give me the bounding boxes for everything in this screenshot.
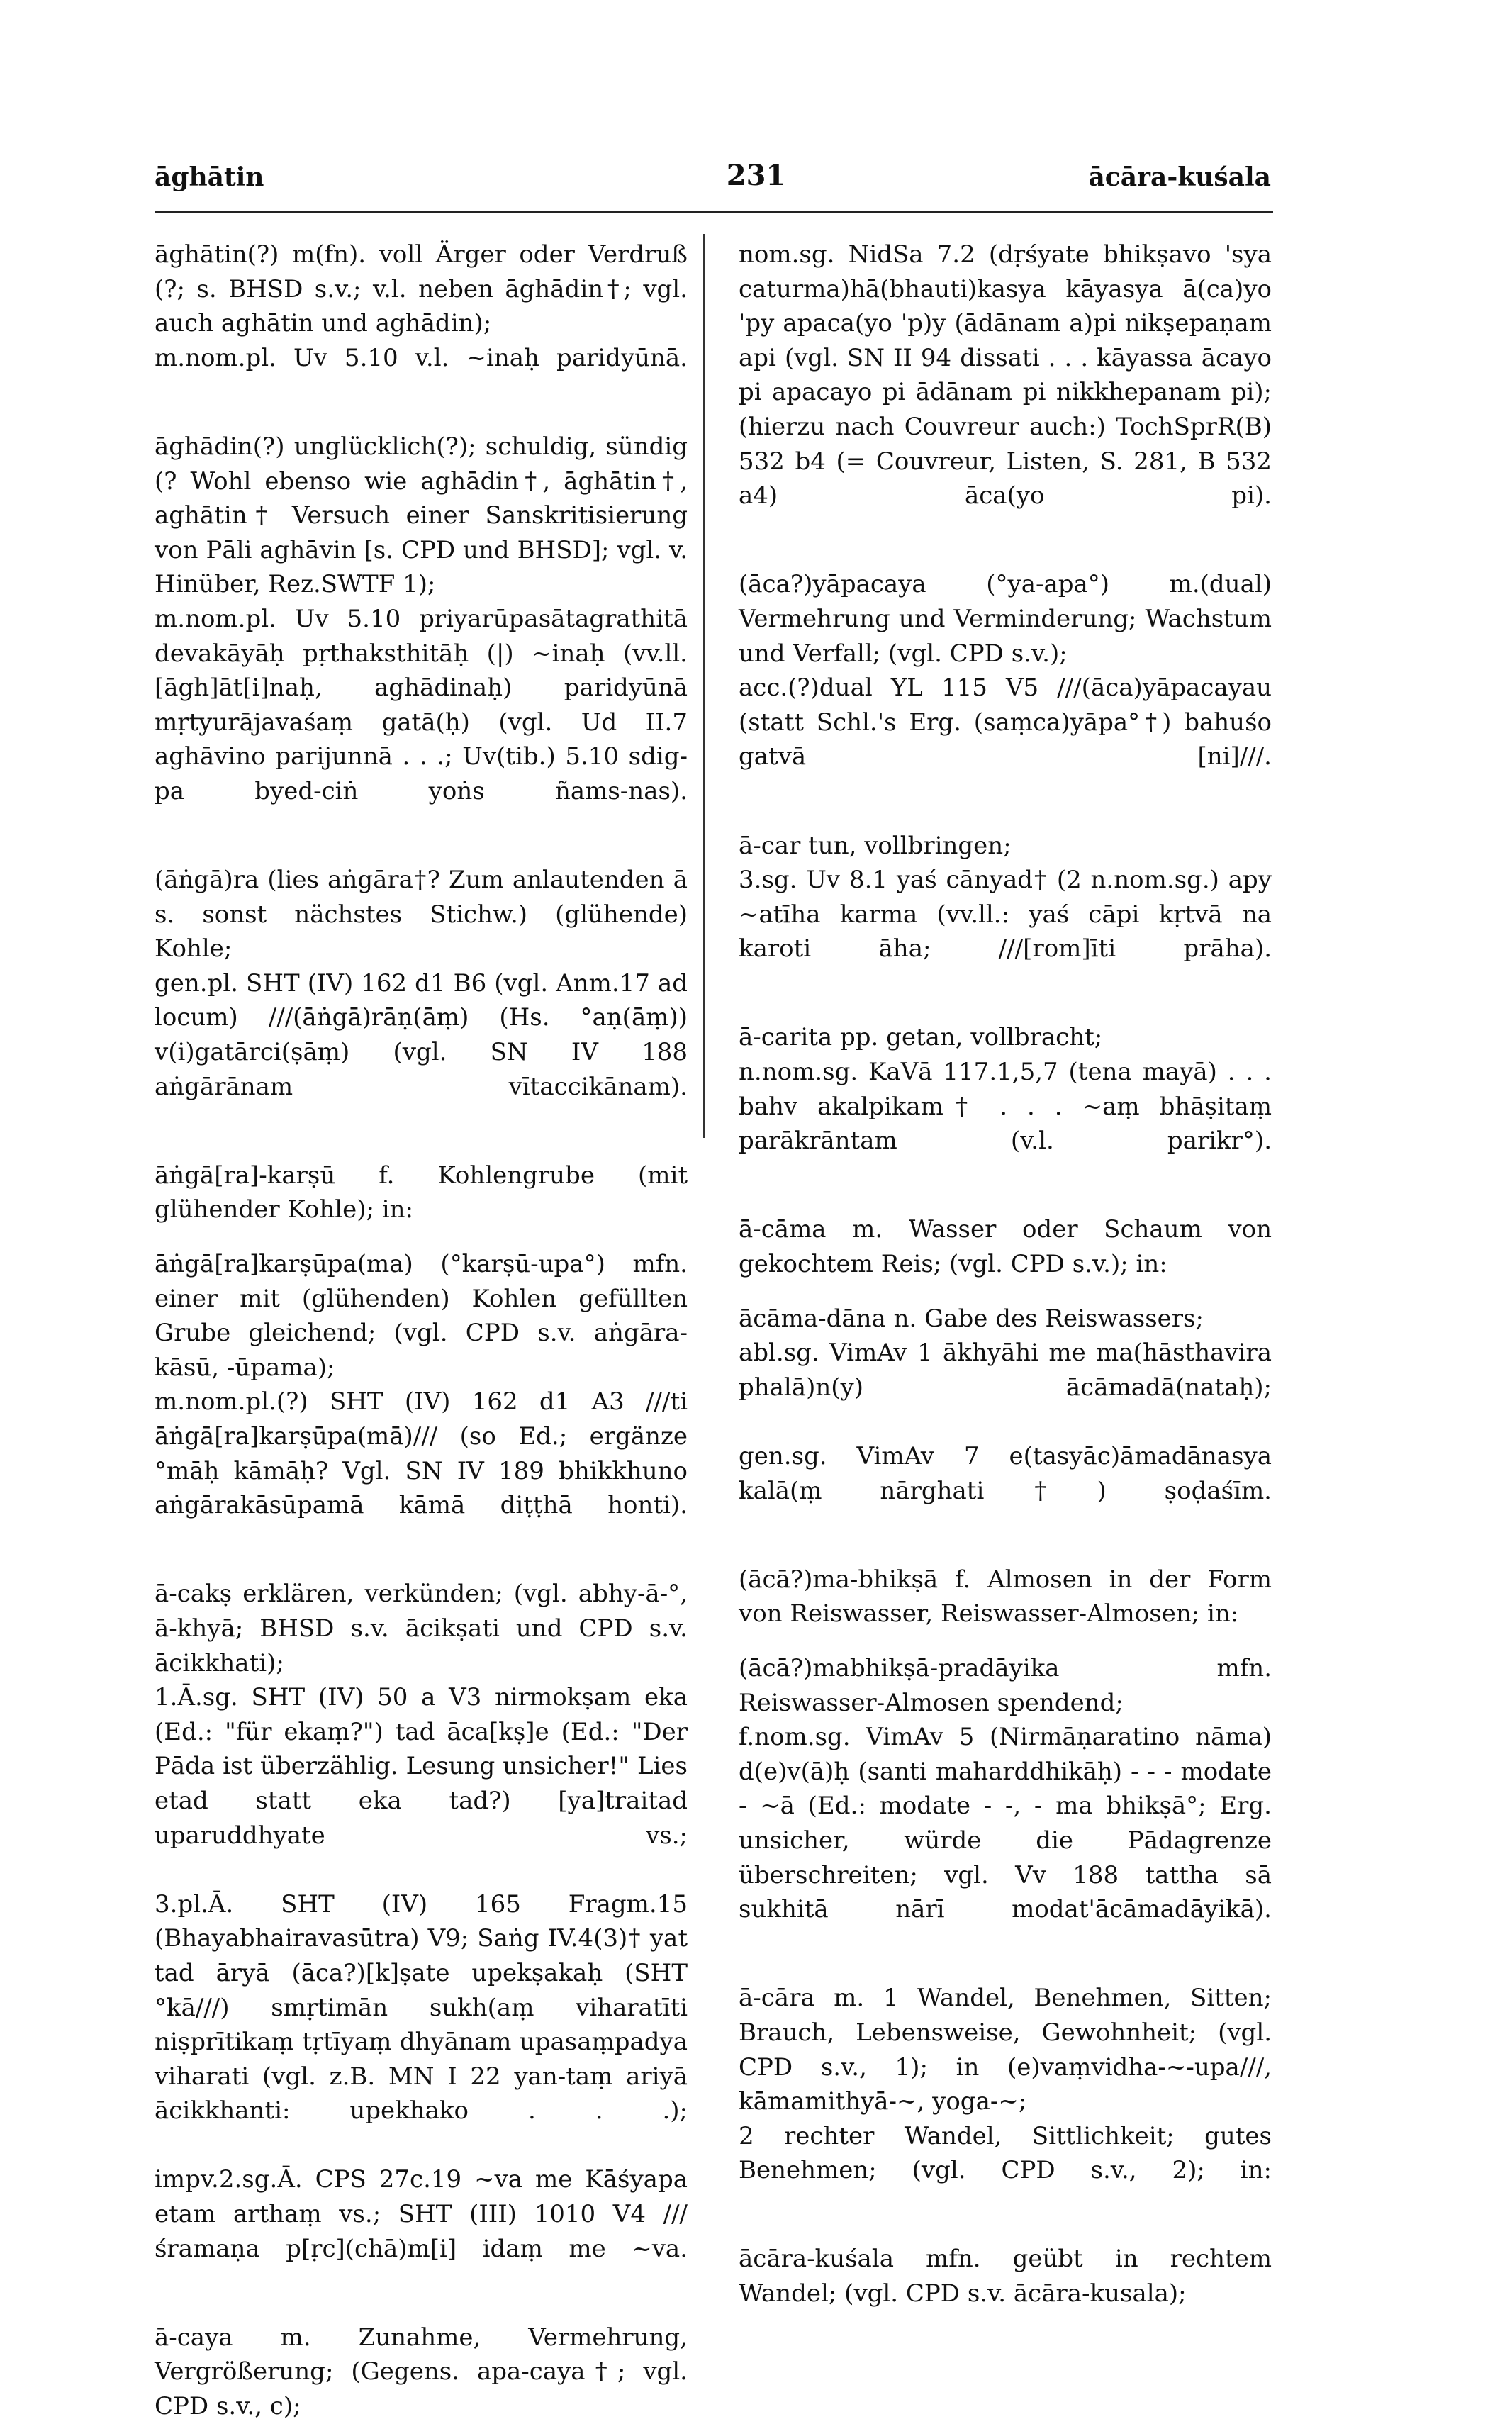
dictionary-entry: ā-cāra m. 1 Wandel, Benehmen, Sitten; Brauch, Lebensweise, Gewohnheit; (vgl. CPD s.v., 1); in (e)vaṃvidha-~-upa///, kāmamithyā-~, yoga-~; [739,1984,1272,2116]
dictionary-entry: (āṅgā)ra (lies aṅgāra†? Zum anlautenden ā s. sonst nächstes Stichw.) (glühende) Kohle; [155,866,688,964]
entry-citation: 2 rechter Wandel, Sittlichkeit; gutes Benehmen; (vgl. CPD s.v., 2); in: [739,2121,1272,2185]
running-head-right: ācāra-kuśala [1088,162,1271,192]
dictionary-entry: ā-car tun, vollbringen; [739,831,1012,860]
entry-citation: f.nom.sg. VimAv 5 (Nirmāṇaratino nāma) d(e)v(ā)ḥ (santi maharddhikāḥ) - - - modate - ~ā (Ed.: modate - -, - ma bhikṣā°; Erg. unsicher, würde die Pādagrenze überschreiten; vgl. Vv 188 tattha sā sukhitā nārī modat'ācāmadāyikā). [739,1723,1272,1924]
entry-citation: 3.sg. Uv 8.1 yaś cānyad† (2 n.nom.sg.) apy ~atīha karma (vv.ll.: yaś cāpi kṛtvā na karoti āha; ///[rom]īti prāha). [739,866,1272,964]
dictionary-entry: ā-caya m. Zunahme, Vermehrung, Vergrößerung; (Gegens. apa-caya†; vgl. CPD s.v., c); [155,2323,688,2421]
header-rule [155,211,1273,213]
entry-citation: m.nom.pl.(?) SHT (IV) 162 d1 A3 ///ti āṅgā[ra]karṣūpa(mā)/// (so Ed.; ergänze °māḥ kāmāḥ? Vgl. SN IV 189 bhikkhuno aṅgārakāsūpamā kāmā diṭṭhā honti). [155,1387,688,1520]
dictionary-entry: āghātin(?) m(fn). voll Ärger oder Verdruß (?; s. BHSD s.v.; v.l. neben āghādin†; vgl. auch aghātin und aghādin); [155,240,688,338]
entry-citation: nom.sg. NidSa 7.2 (dṛśyate bhikṣavo 'sya caturma)hā(bhauti)kasya kāyasya ā(ca)yo 'py apaca(yo 'p)y (ādānam a)pi nikṣepaṇam api (vgl. SN II 94 dissati . . . kāyassa ācayo pi apacayo pi ādānam pi nikkhepanam pi); (hierzu nach Couvreur auch:) TochSprR(B) 532 b4 (= Couvreur, Listen, S. 281, B 532 a4) āca(yo pi). [739,240,1272,510]
dictionary-entry: (ācā?)mabhikṣā-pradāyika mfn. Reiswasser-Almosen spendend; [739,1653,1272,1717]
entry-citation: 1.Ā.sg. SHT (IV) 50 a V3 nirmokṣam eka (Ed.: "für ekaṃ?") tad āca[kṣ]e (Ed.: "Der Pāda ist überzählig. Lesung unsicher!" Lies etad statt eka tad?) [ya]traitad uparuddhyate vs.; [155,1683,688,1850]
dictionary-entry: āghādin(?) unglücklich(?); schuldig, sündig (? Wohl ebenso wie aghādin†, āghātin†, aghātin† Versuch einer Sanskritisierung von Pāli aghāvin [s. CPD und BHSD]; vgl. v. Hinüber, Rez.SWTF 1); [155,432,688,599]
right-column [739,238,1272,2311]
entry-citation: m.nom.pl. Uv 5.10 v.l. ~inaḥ paridyūnā. [155,343,688,372]
page-number: 231 [726,159,786,192]
dictionary-entry: ā-cāma m. Wasser oder Schaum von gekochtem Reis; (vgl. CPD s.v.); in: [739,1215,1272,1279]
entry-citation: acc.(?)dual YL 115 V5 ///(āca)yāpacayau (statt Schl.'s Erg. (saṃca)yāpa°†) bahuśo gatvā [ni]///. [739,674,1272,771]
dictionary-entry: ā-carita pp. getan, vollbracht; [739,1023,1103,1052]
dictionary-entry: ā-cakṣ erklären, verkünden; (vgl. abhy-ā-°, ā-khyā; BHSD s.v. ācikṣati und CPD s.v. ācikkhati); [155,1580,688,1677]
dictionary-entry: (āca?)yāpacaya (°ya-apa°) m.(dual) Vermehrung und Verminderung; Wachstum und Verfall; (vgl. CPD s.v.); [739,570,1272,668]
column-divider [703,234,705,1138]
entry-citation: n.nom.sg. KaVā 117.1,5,7 (tena mayā) . . . bahv akalpikam† . . . ~aṃ bhāṣitaṃ parākrāntam (v.l. parikr°). [739,1058,1272,1156]
entry-citation: abl.sg. VimAv 1 ākhyāhi me ma(hāsthavira phalā)n(y) ācāmadā(nataḥ); [739,1339,1272,1402]
entry-citation: m.nom.pl. Uv 5.10 priyarūpasātagrathitā devakāyāḥ pṛthaksthitāḥ (|) ~inaḥ (vv.ll. [āgh]āt[i]naḥ, aghādinaḥ) paridyūnā mṛtyurājavaśaṃ gatā(ḥ) (vgl. Ud II.7 aghāvino parijunnā . . .; Uv(tib.) 5.10 sdig-pa byed-ciṅ yoṅs ñams-nas). [155,604,688,805]
dictionary-entry: āṅgā[ra]karṣūpa(ma) (°karṣū-upa°) mfn. einer mit (glühenden) Kohlen gefüllten Grube gleichend; (vgl. CPD s.v. aṅgāra-kāsū, -ūpama); [155,1250,688,1382]
left-column [155,238,688,2424]
entry-citation: 3.pl.Ā. SHT (IV) 165 Fragm.15 (Bhayabhairavasūtra) V9; Saṅg IV.4(3)† yat tad āryā (āca?)[k]ṣate upekṣakaḥ (SHT °kā///) smṛtimān sukh(aṃ viharatīti niṣprītikaṃ tṛtīyaṃ dhyānam upasaṃpadya viharati (vgl. z.B. MN I 22 yan-taṃ ariyā ācikkhanti: upekhako . . .); [155,1889,688,2126]
entry-citation: gen.sg. VimAv 7 e(tasyāc)āmadānasya kalā(ṃ nārghati†) ṣoḍaśīm. [739,1442,1272,1505]
running-head-left: āghātin [155,162,264,192]
dictionary-entry: ācāra-kuśala mfn. geübt in rechtem Wandel; (vgl. CPD s.v. ācāra-kusala); [739,2245,1272,2308]
entry-citation: gen.pl. SHT (IV) 162 d1 B6 (vgl. Anm.17 ad locum) ///(āṅgā)rāṇ(āṃ) (Hs. °aṇ(āṃ)) v(i)gatārci(ṣāṃ) (vgl. SN IV 188 aṅgārānam vītaccikānam). [155,968,688,1101]
entry-citation: impv.2.sg.Ā. CPS 27c.19 ~va me Kāśyapa etam arthaṃ vs.; SHT (III) 1010 V4 ///śramaṇa p[ṛc](chā)m[i] idaṃ me ~va. [155,2165,688,2263]
dictionary-entry: āṅgā[ra]-karṣū f. Kohlengrube (mit glühender Kohle); in: [155,1161,688,1224]
dictionary-entry: ācāma-dāna n. Gabe des Reiswassers; [739,1304,1204,1333]
dictionary-entry: (ācā?)ma-bhikṣā f. Almosen in der Form von Reiswasser, Reiswasser-Almosen; in: [739,1565,1272,1629]
